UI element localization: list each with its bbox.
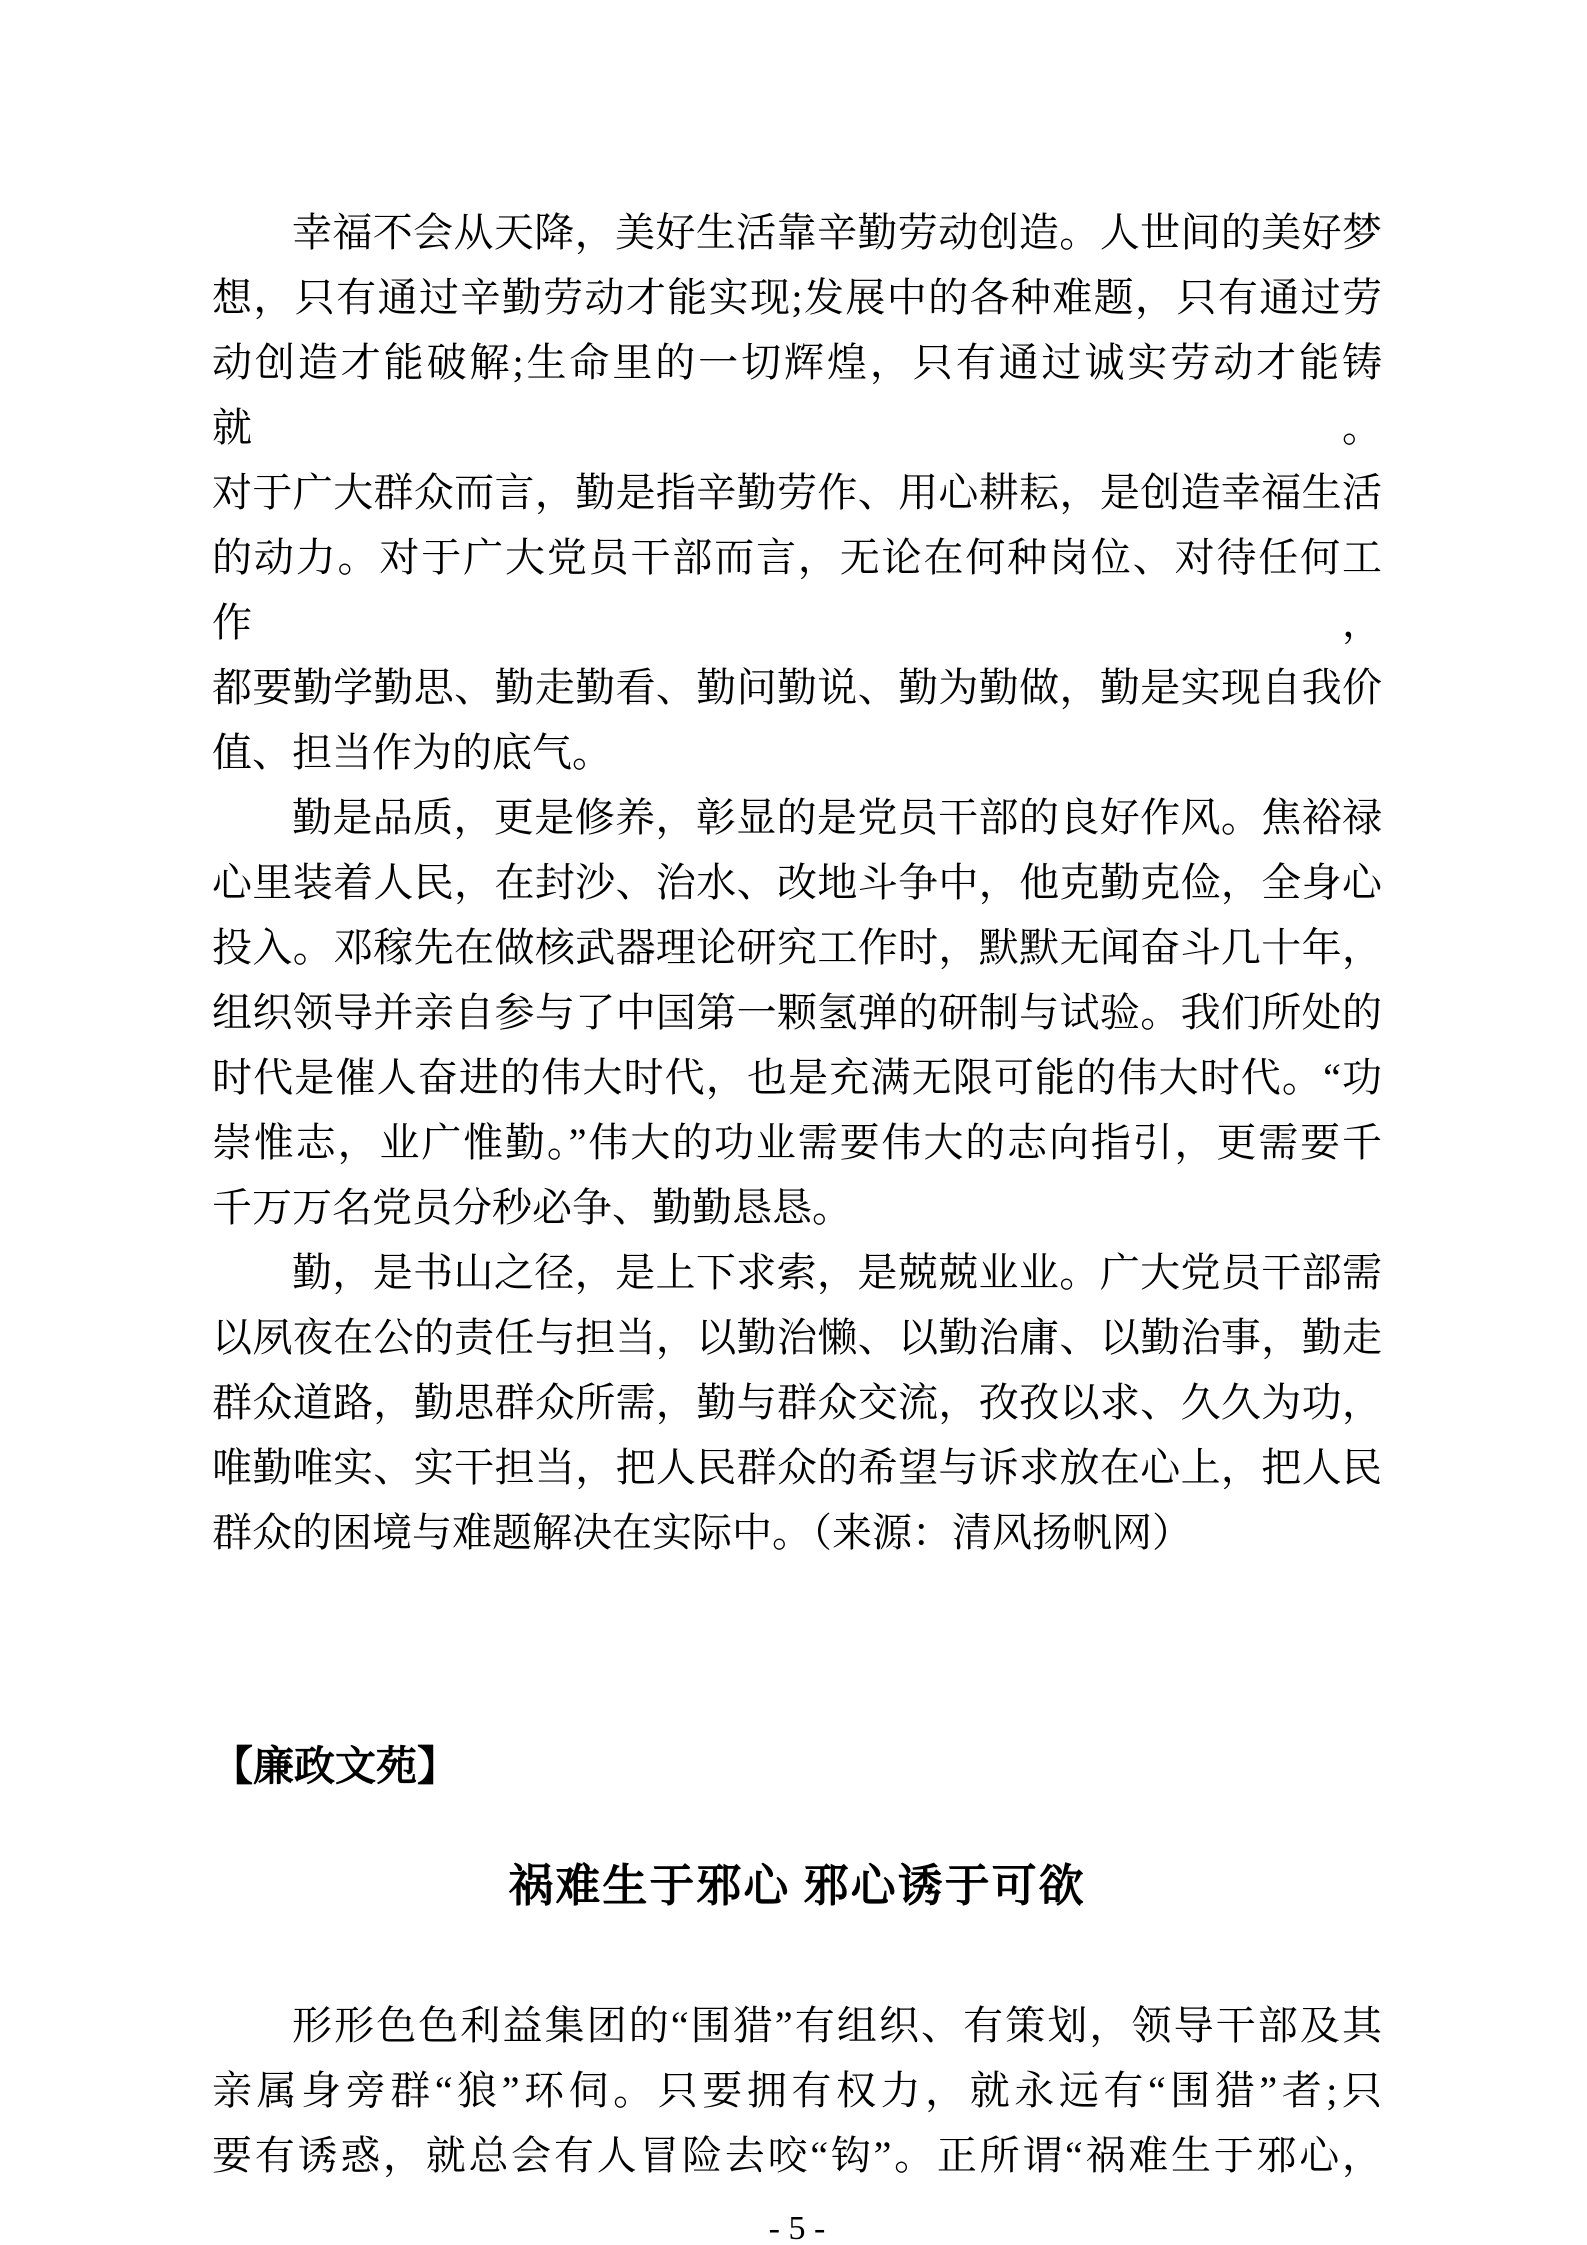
page-number: - 5 - [768, 2210, 826, 2245]
text-line: 组织领导并亲自参与了中国第一颗氢弹的研制与试验。我们所处的 [212, 990, 1382, 1035]
text-line: 亲属身旁群“狼”环伺。只要拥有权力，就永远有“围猎”者;只 [212, 2068, 1382, 2113]
text-line: 勤，是书山之径，是上下求索，是兢兢业业。广大党员干部需 [292, 1250, 1382, 1295]
text-line: 都要勤学勤思、勤走勤看、勤问勤说、勤为勤做，勤是实现自我价 [212, 665, 1382, 710]
section-header: 【廉政文苑】 [212, 1743, 458, 1789]
text-line: 要有诱惑，就总会有人冒险去咬“钩”。正所谓“祸难生于邪心， [212, 2133, 1382, 2178]
text-line: 千万万名党员分秒必争、勤勤恳恳。 [212, 1185, 852, 1230]
text-line: 的动力。对于广大党员干部而言，无论在何种岗位、对待任何工作， [212, 535, 1382, 645]
text-line: 形形色色利益集团的“围猎”有组织、有策划，领导干部及其 [292, 2003, 1382, 2048]
article-temptation-body [212, 1993, 1382, 2188]
text-line: 群众的困境与难题解决在实际中。（来源：清风扬帆网） [212, 1510, 1192, 1555]
text-line: 崇惟志，业广惟勤。”伟大的功业需要伟大的志向指引，更需要千 [212, 1120, 1382, 1165]
text-line: 心里装着人民，在封沙、治水、改地斗争中，他克勤克俭，全身心 [212, 860, 1382, 905]
text-line: 时代是催人奋进的伟大时代，也是充满无限可能的伟大时代。“功 [212, 1055, 1382, 1100]
text-line: 群众道路，勤思群众所需，勤与群众交流，孜孜以求、久久为功， [212, 1380, 1382, 1425]
text-line: 以夙夜在公的责任与担当，以勤治懒、以勤治庸、以勤治事，勤走 [212, 1315, 1382, 1360]
text-line: 唯勤唯实、实干担当，把人民群众的希望与诉求放在心上，把人民 [212, 1445, 1382, 1490]
article-title: 祸难生于邪心 邪心诱于可欲 [508, 1861, 1086, 1911]
text-line: 投入。邓稼先在做核武器理论研究工作时，默默无闻奋斗几十年， [212, 925, 1382, 970]
text-line: 想，只有通过辛勤劳动才能实现;发展中的各种难题，只有通过劳 [212, 275, 1382, 320]
text-line: 幸福不会从天降，美好生活靠辛勤劳动创造。人世间的美好梦 [292, 210, 1382, 255]
text-line: 动创造才能破解;生命里的一切辉煌，只有通过诚实劳动才能铸就。 [212, 340, 1382, 450]
article-diligence-body [212, 200, 1382, 1565]
text-line: 值、担当作为的底气。 [212, 730, 612, 775]
text-line: 对于广大群众而言，勤是指辛勤劳作、用心耕耘，是创造幸福生活 [212, 470, 1382, 515]
text-line: 勤是品质，更是修养，彰显的是党员干部的良好作风。焦裕禄 [292, 795, 1382, 840]
